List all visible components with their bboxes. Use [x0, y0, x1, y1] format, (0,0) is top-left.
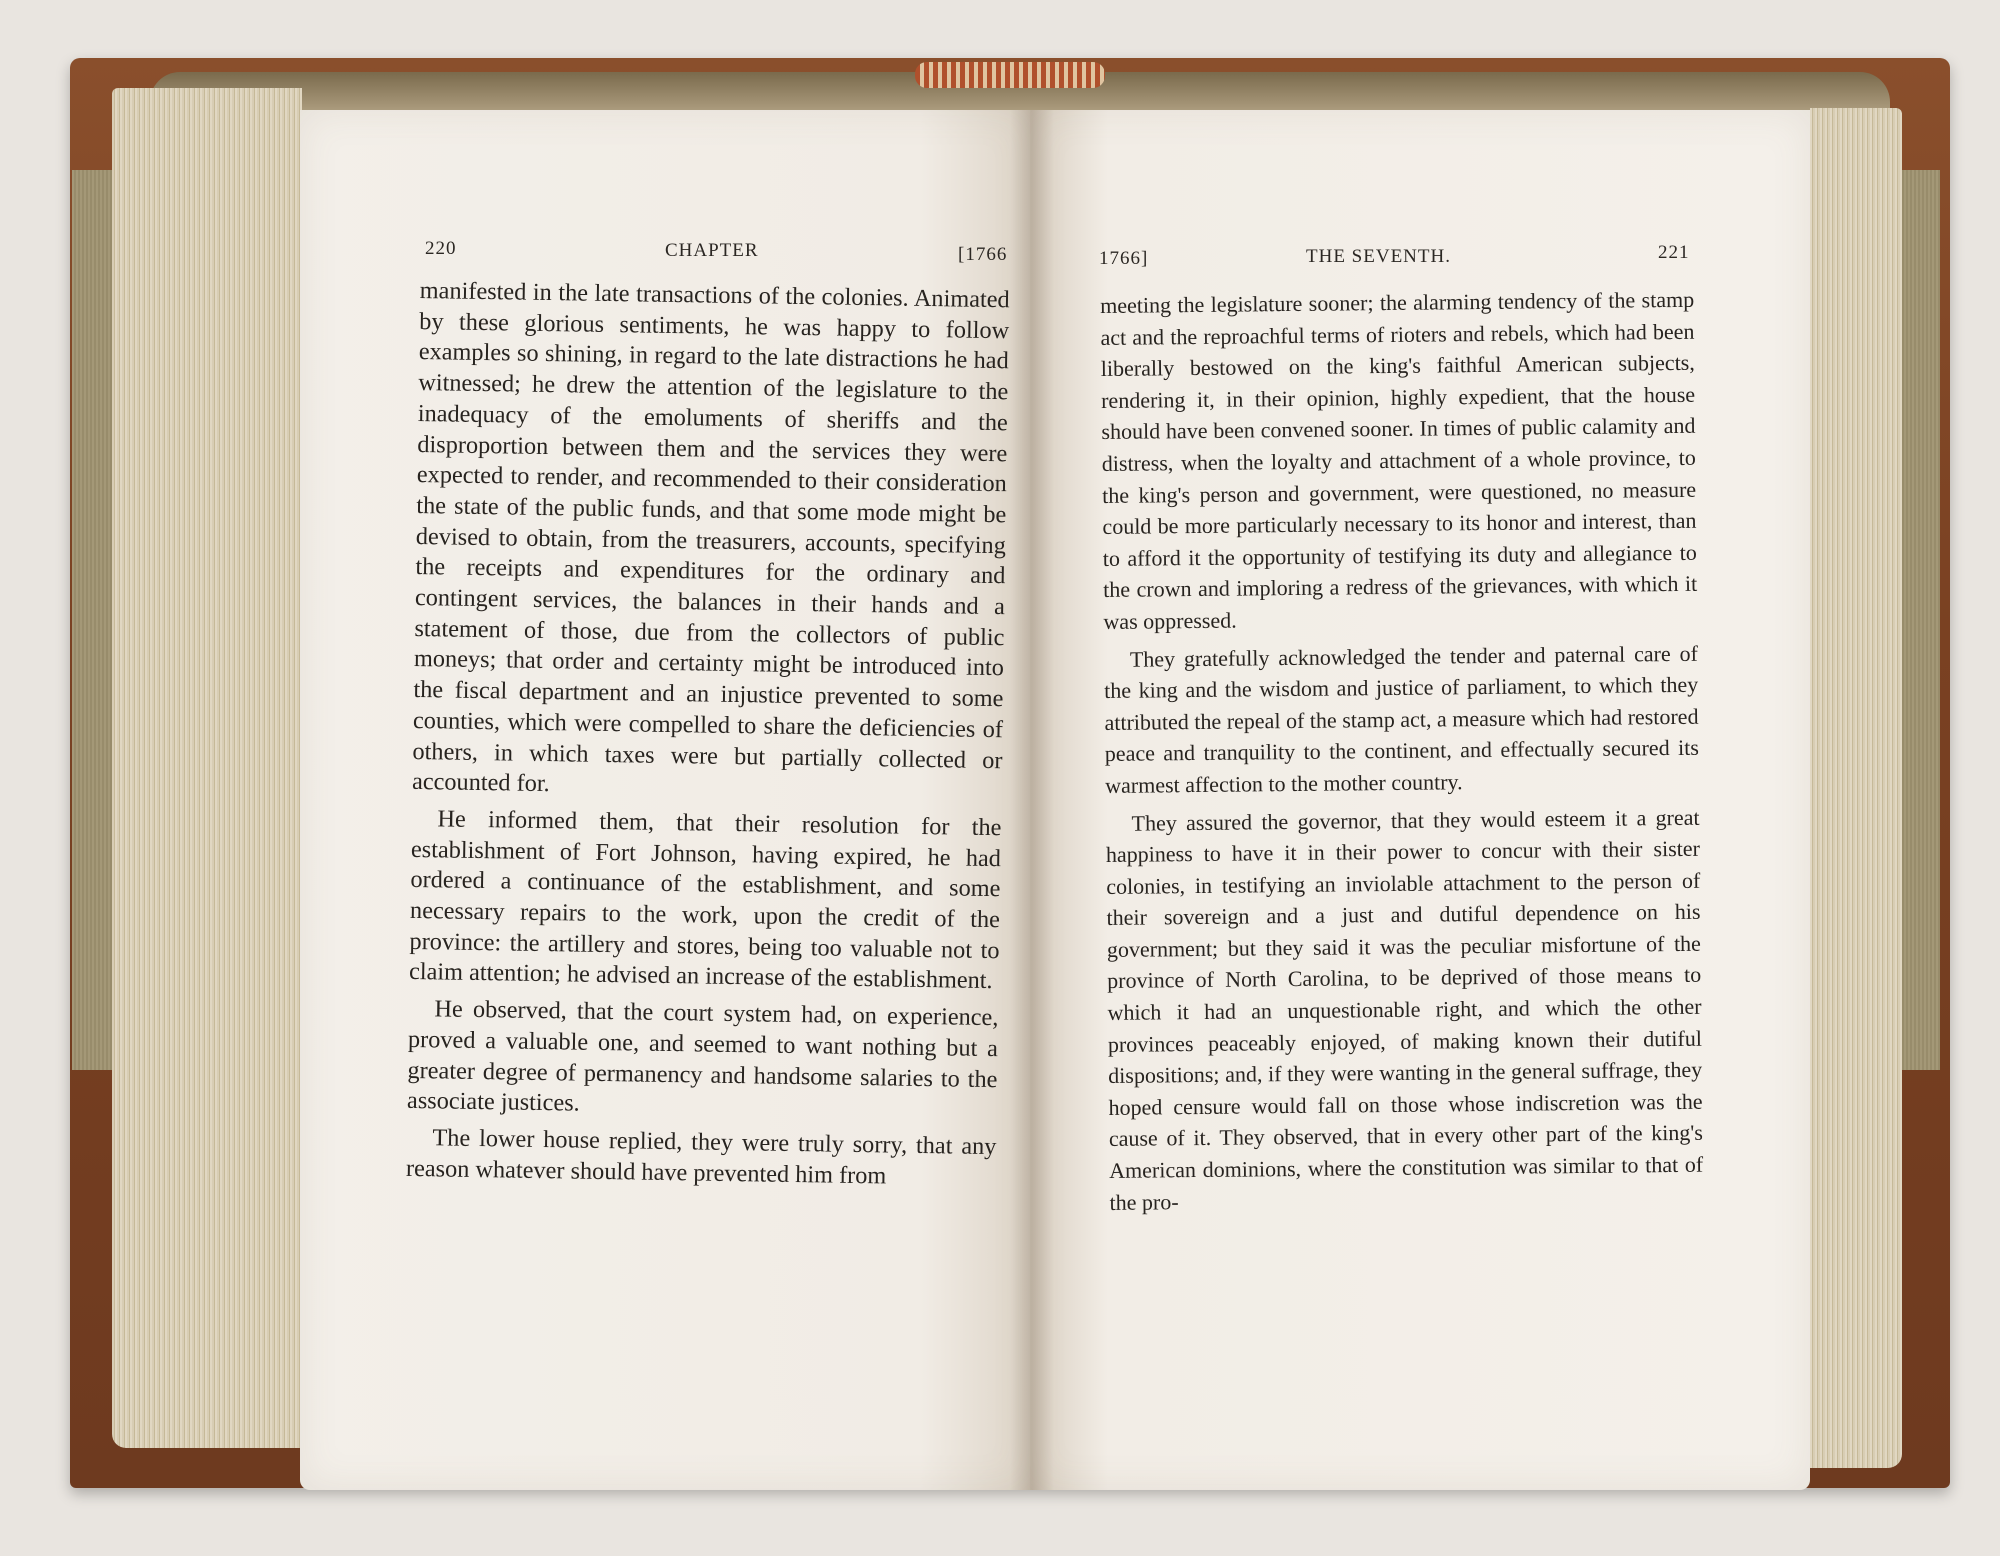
page-edges-right	[1810, 108, 1902, 1468]
cover-cloth-left	[72, 170, 112, 1070]
right-running-year: 1766]	[1099, 248, 1149, 269]
page-gutter	[1010, 110, 1054, 1490]
left-paragraph-3: He observed, that the court system had, on experience, proved a valuable one, and seemed to want nothing but a greater degree of permanency and handsome salaries to the associate justices.	[406, 995, 999, 1117]
right-paragraph-3: They assured the governor, that they would esteem it a great happiness to have it in their power to concur with their sister colonies, in testifying an inviolable attachment to the person of their sovereign and a just and dutiful dependence on his government; but they said it was the peculiar misfortune of the province of North Carolina, to be deprived of those means to which it had an unquestionable right, and which the other provinces peaceably enjoyed, of making known their dutiful dispositions; and, if they were wanting in the general suffrage, they hoped censure would fall on those whose indiscretion was the cause of it. They observed, that in every other part of the king's American dominions, where the constitution was similar to that of the pro-	[1105, 804, 1704, 1215]
left-paragraph-2: He informed them, that their resolution for the establishment of Fort Johnson, having expired, he had ordered a continuance of the establishment, and some necessary repairs to the work, upon the credit of the province: the artillery and stores, being too valuable not to claim attention; he advised an increase of the establishment.	[408, 805, 1002, 995]
right-page-body	[1100, 284, 1704, 1218]
right-running-head: THE SEVENTH.	[1306, 246, 1451, 267]
cover-cloth-right	[1900, 170, 1940, 1070]
left-paragraph-4: The lower house replied, they were truly sorry, that any reason whatever should have prevented him from	[405, 1124, 997, 1190]
headband	[915, 62, 1105, 88]
page-edges-left	[112, 88, 302, 1448]
left-page-number: 220	[425, 238, 457, 259]
right-paragraph-1: meeting the legislature sooner; the alarming tendency of the stamp act and the reproachful terms of rioters and rebels, which had been liberally bestowed on the king's faithful American subjects, rendering it, in their opinion, highly expedient, that the house should have been convened sooner. In times of public calamity and distress, when the loyalty and attachment of a whole province, to the king's person and government, were questioned, no measure could be more particularly necessary to its honor and interest, than to afford it the opportunity of testifying its duty and allegiance to the crown and imploring a redress of the grievances, with which it was oppressed.	[1100, 286, 1698, 634]
left-running-head: CHAPTER	[665, 240, 759, 261]
right-page-number: 221	[1658, 242, 1690, 263]
right-paragraph-2: They gratefully acknowledged the tender and paternal care of the king and the wisdom and justice of parliament, to which they attributed the repeal of the stamp act, a measure which had restored peace and tranquility to the continent, and effectually secured its warmest affection to the mother country.	[1104, 640, 1699, 798]
left-paragraph-1: manifested in the late transactions of the colonies. Animated by these glorious sentiments, he was happy to follow examples so shining, in regard to the late distractions he had witnessed; he drew the attention of the legislature to the inadequacy of the emoluments of sheriffs and the disproportion between them and the services they were expected to render, and recommended to their consideration the state of the public funds, and that some mode might be devised to obtain, from the treasurers, accounts, specifying the receipts and expenditures for the ordinary and contingent services, the balances in their hands and a statement of those, due from the collectors of public moneys; that order and certainty might be introduced into the fiscal department and an injustice prevented to some counties, which were compelled to share the deficiencies of others, in which taxes were but partially collected or accounted for.	[411, 276, 1010, 798]
left-page-body	[406, 276, 1010, 1194]
left-running-year: [1766	[958, 244, 1008, 265]
